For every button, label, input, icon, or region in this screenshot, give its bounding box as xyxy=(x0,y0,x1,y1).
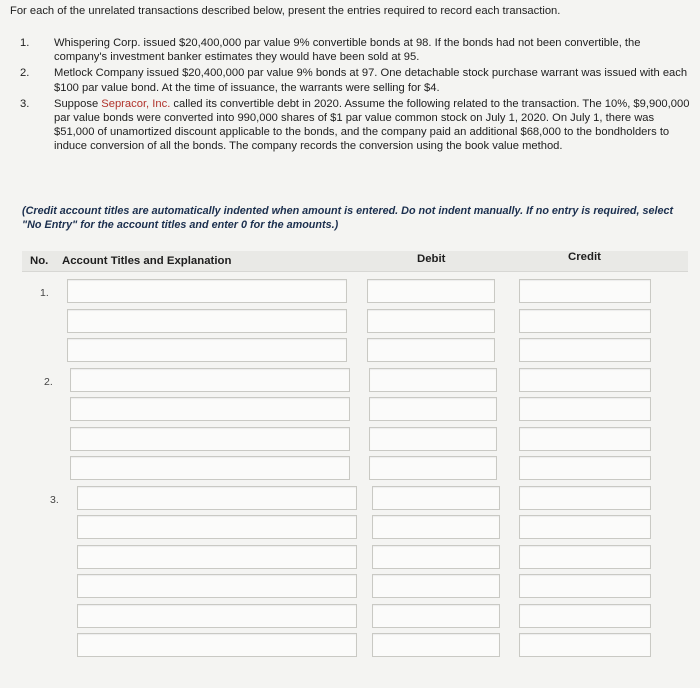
debit-amount-input[interactable] xyxy=(369,397,497,421)
debit-amount-input[interactable] xyxy=(367,338,495,362)
problem-text-after: called its convertible debt in 2020. Assume the following related to the transaction. The 10%, $9,900,000 par value bonds were converted into 990,000 shares of $1 par value common stock on July 1, 2020. On July 1, there was $51,000 of unamortized discount applicable to the bonds, and the company paid an additional $68,000 to the bondholders to induce conversion of all the bonds. The company records the conversion using the book value method. xyxy=(54,97,690,153)
journal-entry-rows xyxy=(0,271,700,688)
entry-number-2: 2. xyxy=(44,375,53,388)
debit-amount-input[interactable] xyxy=(372,515,500,539)
entry-instructions: (Credit account titles are automatically indented when amount is entered. Do not indent manually. If no entry is required, select "No Entry" for the account titles and enter 0 for the amounts.) xyxy=(22,205,674,231)
journal-table-header xyxy=(22,251,688,272)
debit-amount-input[interactable] xyxy=(372,574,500,598)
account-title-input[interactable] xyxy=(70,456,350,480)
credit-amount-input[interactable] xyxy=(519,515,651,539)
account-title-input[interactable] xyxy=(77,486,357,510)
account-title-input[interactable] xyxy=(77,604,357,628)
account-title-input[interactable] xyxy=(67,279,347,303)
credit-amount-input[interactable] xyxy=(519,574,651,598)
problem-number: 3. xyxy=(20,97,30,110)
problem-text xyxy=(54,97,696,154)
entry-number-3: 3. xyxy=(50,493,59,506)
account-title-input[interactable] xyxy=(77,545,357,569)
problem-item-2 xyxy=(20,66,696,94)
credit-amount-input[interactable] xyxy=(519,427,651,451)
debit-amount-input[interactable] xyxy=(369,427,497,451)
debit-amount-input[interactable] xyxy=(367,309,495,333)
problem-item-1 xyxy=(20,36,696,64)
debit-amount-input[interactable] xyxy=(372,604,500,628)
credit-amount-input[interactable] xyxy=(519,604,651,628)
column-header-credit: Credit xyxy=(568,251,601,263)
account-title-input[interactable] xyxy=(70,427,350,451)
company-name-link: Sepracor, Inc. xyxy=(101,97,171,110)
problem-text: Metlock Company issued $20,400,000 par value 9% bonds at 97. One detachable stock purchase warrant was issued with each $100 par value bond. At the time of issuance, the warrants were selling for $4. xyxy=(54,67,688,94)
debit-amount-input[interactable] xyxy=(372,486,500,510)
debit-amount-input[interactable] xyxy=(372,545,500,569)
column-header-debit: Debit xyxy=(417,253,446,265)
account-title-input[interactable] xyxy=(70,397,350,421)
debit-amount-input[interactable] xyxy=(367,279,495,303)
problem-text: Whispering Corp. issued $20,400,000 par value 9% convertible bonds at 98. If the bonds had not been convertible, the company's investment banker estimates they would have been sold at 95. xyxy=(54,37,641,64)
credit-amount-input[interactable] xyxy=(519,338,651,362)
debit-amount-input[interactable] xyxy=(369,456,497,480)
instructions-intro: For each of the unrelated transactions described below, present the entries required to record each transaction. xyxy=(10,5,561,17)
column-header-account: Account Titles and Explanation xyxy=(62,255,232,267)
problem-item-3 xyxy=(20,97,696,154)
account-title-input[interactable] xyxy=(77,574,357,598)
account-title-input[interactable] xyxy=(67,309,347,333)
credit-amount-input[interactable] xyxy=(519,397,651,421)
credit-amount-input[interactable] xyxy=(519,486,651,510)
problem-number: 1. xyxy=(20,37,30,49)
credit-amount-input[interactable] xyxy=(519,309,651,333)
problem-number: 2. xyxy=(20,67,30,80)
debit-amount-input[interactable] xyxy=(369,368,497,392)
account-title-input[interactable] xyxy=(67,338,347,362)
account-title-input[interactable] xyxy=(70,368,350,392)
entry-number-1: 1. xyxy=(40,287,49,299)
credit-amount-input[interactable] xyxy=(519,368,651,392)
column-header-no: No. xyxy=(30,255,49,267)
account-title-input[interactable] xyxy=(77,515,357,539)
credit-amount-input[interactable] xyxy=(519,279,651,303)
debit-amount-input[interactable] xyxy=(372,633,500,657)
credit-amount-input[interactable] xyxy=(519,456,651,480)
credit-amount-input[interactable] xyxy=(519,633,651,657)
account-title-input[interactable] xyxy=(77,633,357,657)
problem-list xyxy=(20,36,696,156)
credit-amount-input[interactable] xyxy=(519,545,651,569)
problem-text-before: Suppose xyxy=(54,97,102,110)
